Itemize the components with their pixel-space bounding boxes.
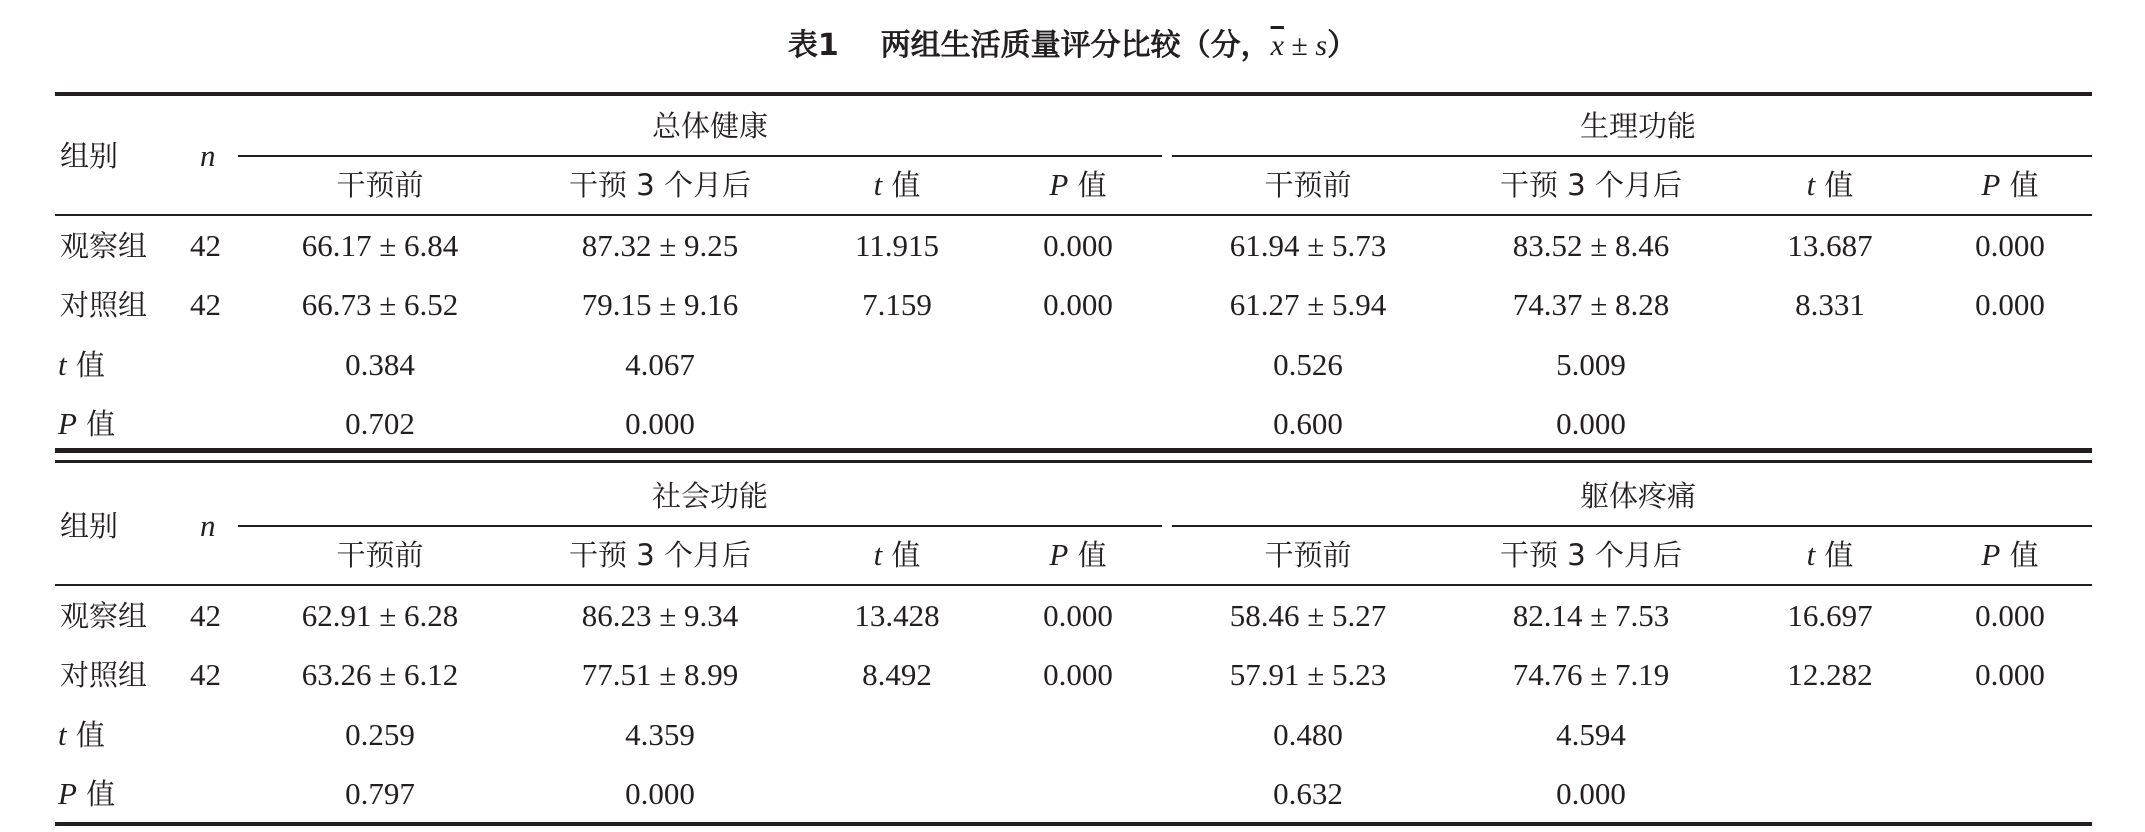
- column-header: t 值: [1806, 167, 1854, 202]
- table-cell: 62.91 ± 6.28: [301, 598, 459, 633]
- row-p-label: P 值: [58, 406, 116, 441]
- domain-rule: [1172, 155, 2092, 157]
- table-cell: 0.000: [1043, 228, 1113, 263]
- row-group-label: 对照组: [60, 658, 148, 692]
- table-cell: 7.159: [862, 287, 932, 322]
- table-cell: 0.797: [345, 776, 415, 811]
- column-header: P 值: [1981, 537, 2039, 572]
- row-p-label: P 值: [58, 776, 116, 811]
- table-cell: 8.492: [862, 657, 932, 692]
- domain-rule: [238, 525, 1162, 527]
- column-header: 干预 3 个月后: [1500, 168, 1682, 202]
- table-bottom-rule: [55, 822, 2092, 826]
- table-cell: 0.000: [1043, 657, 1113, 692]
- table-cell: 13.687: [1787, 228, 1873, 263]
- table-cell: 66.17 ± 6.84: [301, 228, 459, 263]
- domain-title: 生理功能: [1579, 109, 1697, 143]
- table-cell: 0.259: [345, 717, 415, 752]
- table-cell: 58.46 ± 5.27: [1229, 598, 1387, 633]
- row-group-label: 观察组: [60, 599, 148, 633]
- column-header: t 值: [873, 167, 921, 202]
- table-cell: 0.000: [1975, 657, 2045, 692]
- table-cell: 4.359: [625, 717, 695, 752]
- column-header-n: n: [200, 138, 216, 173]
- table-cell: 0.600: [1273, 406, 1343, 441]
- column-header: 干预前: [1264, 538, 1352, 572]
- panel-separator-rule: [55, 448, 2092, 453]
- table-label: 表1: [787, 28, 839, 63]
- table-cell: 0.000: [1043, 598, 1113, 633]
- table-title: [0, 26, 2145, 66]
- column-header: P 值: [1049, 167, 1107, 202]
- row-group-label: 对照组: [60, 288, 148, 322]
- row-n: 42: [190, 657, 221, 692]
- column-header: 干预 3 个月后: [1500, 538, 1682, 572]
- header-bottom-rule: [55, 584, 2092, 586]
- table-cell: 63.26 ± 6.12: [301, 657, 459, 692]
- row-t-label: t 值: [58, 347, 105, 382]
- caption-close: ）: [1327, 28, 1358, 63]
- table-cell: 61.94 ± 5.73: [1229, 228, 1387, 263]
- table-cell: 57.91 ± 5.23: [1229, 657, 1387, 692]
- table-cell: 0.000: [1975, 287, 2045, 322]
- row-group-label: 观察组: [60, 229, 148, 263]
- table-cell: 8.331: [1795, 287, 1865, 322]
- row-n: 42: [190, 287, 221, 322]
- table-cell: 0.000: [1975, 598, 2045, 633]
- column-header: 干预前: [1264, 168, 1352, 202]
- domain-title: 总体健康: [651, 109, 769, 143]
- column-header: 干预前: [336, 538, 424, 572]
- column-header: 干预 3 个月后: [569, 168, 751, 202]
- domain-rule: [1172, 525, 2092, 527]
- table-cell: 61.27 ± 5.94: [1229, 287, 1387, 322]
- table-cell: 87.32 ± 9.25: [581, 228, 739, 263]
- table-cell: 11.915: [854, 228, 940, 263]
- column-header: t 值: [873, 537, 921, 572]
- table-cell: 5.009: [1556, 347, 1626, 382]
- domain-title: 社会功能: [651, 479, 769, 513]
- table-cell: 12.282: [1787, 657, 1873, 692]
- table-cell: 0.000: [1043, 287, 1113, 322]
- column-header-group: 组别: [60, 509, 119, 543]
- table-cell: 66.73 ± 6.52: [301, 287, 459, 322]
- panel-separator-rule: [55, 460, 2092, 463]
- table-cell: 0.526: [1273, 347, 1343, 382]
- column-header: P 值: [1981, 167, 2039, 202]
- column-header: P 值: [1049, 537, 1107, 572]
- row-n: 42: [190, 228, 221, 263]
- table-cell: 79.15 ± 9.16: [581, 287, 739, 322]
- table-cell: 0.000: [1556, 406, 1626, 441]
- row-t-label: t 值: [58, 717, 105, 752]
- header-bottom-rule: [55, 214, 2092, 216]
- table-cell: 86.23 ± 9.34: [581, 598, 739, 633]
- table-cell: 16.697: [1787, 598, 1873, 633]
- column-header: 干预前: [336, 168, 424, 202]
- row-n: 42: [190, 598, 221, 633]
- table-cell: 0.000: [1975, 228, 2045, 263]
- domain-rule: [238, 155, 1162, 157]
- table-caption: 两组生活质量评分比较（分，: [880, 28, 1271, 63]
- table-cell: 82.14 ± 7.53: [1512, 598, 1670, 633]
- domain-title: 躯体疼痛: [1579, 479, 1697, 513]
- column-header-n: n: [200, 508, 216, 543]
- mean-symbol: $\overline{x}$: [1270, 29, 1284, 62]
- table-cell: 4.594: [1556, 717, 1626, 752]
- table-cell: 74.37 ± 8.28: [1512, 287, 1670, 322]
- table-top-rule: [55, 92, 2092, 96]
- table-cell: 0.000: [625, 406, 695, 441]
- plus-minus-symbol: ±: [1283, 29, 1316, 62]
- column-header: 干预 3 个月后: [569, 538, 751, 572]
- table-cell: 0.000: [1556, 776, 1626, 811]
- table-cell: 13.428: [854, 598, 940, 633]
- table-cell: 0.702: [345, 406, 415, 441]
- table-cell: 83.52 ± 8.46: [1512, 228, 1670, 263]
- column-header: t 值: [1806, 537, 1854, 572]
- table-cell: 0.384: [345, 347, 415, 382]
- table-cell: 0.000: [625, 776, 695, 811]
- table-cell: 77.51 ± 8.99: [581, 657, 739, 692]
- sd-symbol: s: [1315, 29, 1328, 62]
- table-cell: 0.480: [1273, 717, 1343, 752]
- column-header-group: 组别: [60, 139, 119, 173]
- table-cell: 4.067: [625, 347, 695, 382]
- table-cell: 74.76 ± 7.19: [1512, 657, 1670, 692]
- table-cell: 0.632: [1273, 776, 1343, 811]
